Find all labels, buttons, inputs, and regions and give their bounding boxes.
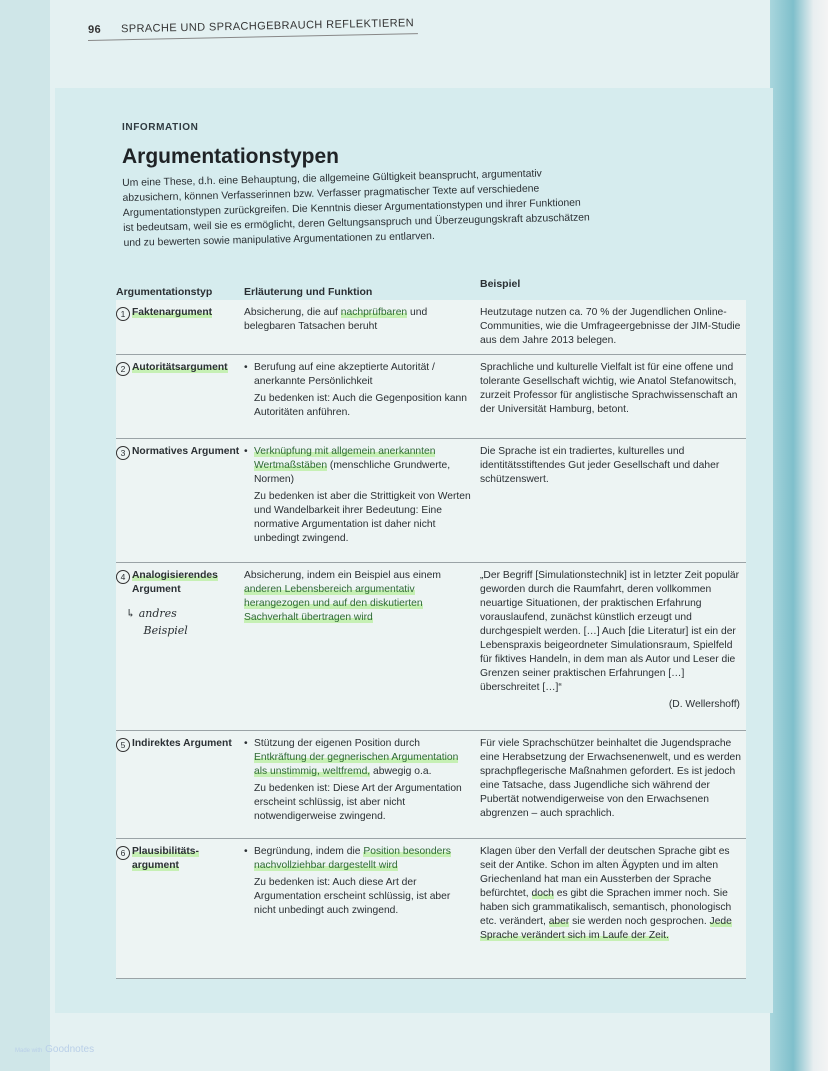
argument-type — [116, 845, 240, 873]
example-cell — [480, 569, 746, 724]
table-row — [116, 562, 746, 730]
type-cell — [116, 737, 244, 832]
argument-type — [116, 737, 240, 752]
header-explanation: Erläuterung und Funktion — [244, 286, 373, 298]
text-segment: „Der Begriff [Simulationstechnik] ist in letzter Zeit populär geworden durch die Raumfahrt, deren vollkommen neuartige Situationen, der praktischen Erfahrung vorauslaufend, zunächst künstlich erzeugt und durchgespielt werden. […] Auch [die Literatur] ist ein der Lebenspraxis beigeordneter Simulationsraum, Spielfeld für fiktives Handeln, in dem man als Autor und Leser die Grenzen seiner praktischen Erfahrungen […] überschreitet […]“ — [480, 570, 740, 693]
number-circle-icon: 3 — [116, 446, 130, 460]
argument-type — [116, 569, 240, 597]
text-segment: Heutzutage nutzen ca. 70 % der Jugendlichen Online-Communities, wie die Umfrageergebnisse der JIM-Studie aus dem Jahre 2013 belegen. — [480, 307, 741, 346]
explanation-text — [244, 445, 472, 487]
highlighted-text: Plausibilitäts-argument — [132, 846, 199, 871]
explanation-text — [244, 306, 472, 334]
text-segment: Für viele Sprachschützer beinhaltet die Jugendsprache eine Herabsetzung der Erwachsenenwelt, und es werden sprachpflegerische Maßnahmen gefordert. Es ist jedoch eine Tatsache, dass Jugendliche sich während der Pubertät notwendigerweise von den Erwachsenen abgrenzen – auch sprachlich. — [480, 738, 742, 819]
number-circle-icon: 5 — [116, 738, 130, 752]
highlighted-text: Entkräftung der gegnerischen Argumentation als unstimmig, weltfremd, — [254, 752, 459, 777]
table-row — [116, 730, 746, 838]
explanation-cell — [244, 737, 480, 832]
text-segment: Normatives Argument — [132, 446, 240, 457]
intro-text: Um eine These, d.h. eine Behauptung, die allgemeine Gültigkeit beansprucht, argumentativ abzusichern, können Verfasserinnen bzw. Verfasser pragmatischer Texte auf verschiedene Argumentationstypen zurückgreifen. Die Kenntnis dieser Argumentationstypen und ihrer Funktionen ist bedeutsam, weil sie es ermöglicht, deren Geltungsanspruch und Überzeugungskraft abzuschätzen und zu bewerten sowie manipulative Argumentationen zu entlarven. — [122, 168, 590, 249]
highlighted-text: aber — [548, 916, 570, 927]
highlighted-text: Analogisierendes — [132, 570, 218, 581]
argument-type — [116, 306, 240, 321]
argument-type — [116, 361, 240, 376]
table-row — [116, 354, 746, 438]
text-segment: Berufung auf eine akzeptierte Autorität / anerkannte Persönlichkeit — [254, 362, 435, 387]
header-type: Argumentationstyp — [116, 286, 213, 298]
consideration-text: Zu bedenken ist: Diese Art der Argumentation erscheint schlüssig, ist aber nicht notwendigerweise zwingend. — [254, 783, 462, 822]
type-cell — [116, 306, 244, 348]
example-cell — [480, 845, 746, 972]
example-cell — [480, 445, 746, 556]
example-cell — [480, 361, 746, 432]
text-segment: es gibt die Sprachen immer noch. Sie haben sich grammatikalisch, semantisch, phonologisch etc. verändert, — [480, 888, 732, 927]
highlighted-text: Autoritätsargument — [132, 362, 228, 373]
example-source: (D. Wellershoff) — [668, 699, 740, 710]
highlighted-text: doch — [531, 888, 554, 899]
watermark-prefix: Made with — [15, 1048, 43, 1054]
highlighted-text: nachprüfbaren — [340, 307, 408, 318]
text-segment: (menschliche Grundwerte, Normen) — [254, 460, 451, 485]
watermark-brand: Goodnotes — [45, 1044, 95, 1055]
explanation-cell — [244, 306, 480, 348]
example-cell — [480, 737, 746, 832]
explanation-text — [244, 361, 472, 389]
table-row — [116, 838, 746, 978]
argument-type-label — [132, 845, 240, 873]
text-segment: abwegig o.a. — [370, 766, 432, 777]
table-header — [116, 270, 746, 300]
text-segment: Die Sprache ist ein tradiertes, kulturelles und identitätsstiftendes Gut jeder Gesellschaft und daher schützenswert. — [480, 446, 720, 485]
number-circle-icon: 6 — [116, 846, 130, 860]
number-circle-icon: 2 — [116, 362, 130, 376]
page-edge — [770, 0, 828, 1071]
consideration-text: Zu bedenken ist aber die Strittigkeit von Werten und Wandelbarkeit ihrer Bedeutung: Eine normative Argumentation ist daher nicht unbedingt zwingend. — [254, 491, 471, 544]
example-text — [480, 845, 746, 943]
argument-type — [116, 445, 240, 460]
argument-types-table — [116, 270, 746, 979]
text-segment: Absicherung, indem ein Beispiel aus einem — [244, 570, 441, 581]
number-circle-icon: 4 — [116, 570, 130, 584]
highlighted-text: Faktenargument — [132, 307, 213, 318]
explanation-cell — [244, 845, 480, 972]
text-segment: Absicherung, die auf — [244, 307, 341, 318]
text-segment: Stützung der eigenen Position durch — [254, 738, 421, 749]
header-example: Beispiel — [480, 278, 521, 290]
table-row — [116, 300, 746, 354]
explanation-cell — [244, 569, 480, 724]
argument-type-label — [132, 569, 240, 597]
argument-type-label — [132, 737, 232, 752]
table-bottom-rule — [116, 978, 746, 979]
text-segment: Argument — [132, 584, 181, 595]
explanation-text — [244, 845, 472, 873]
table-row — [116, 438, 746, 562]
consideration-text: Zu bedenken ist: Auch diese Art der Argumentation erscheint schlüssig, ist aber nicht unbedingt auch zwingend. — [254, 877, 451, 916]
type-cell — [116, 845, 244, 972]
example-text — [480, 737, 746, 821]
example-text — [480, 306, 746, 348]
page-number: 96 — [87, 23, 102, 36]
argument-type-label — [132, 361, 228, 376]
type-cell — [116, 569, 244, 724]
handwritten-note: ↳ andres Beispiel — [126, 607, 188, 637]
info-label: INFORMATION — [122, 122, 199, 133]
text-segment: Klagen über den Verfall der deutschen Sprache gibt es seit der Antike. Schon im alten Ägypten und im alten Griechenland hat man ein Aussterben der Sprache befürchtet, — [480, 846, 730, 899]
table-body — [116, 300, 746, 978]
highlighted-text: Verknüpfung mit allgemein anerkannten Wertmaßstäben — [254, 446, 436, 471]
explanation-cell — [244, 361, 480, 432]
text-segment: Indirektes Argument — [132, 738, 232, 749]
example-text — [480, 361, 746, 417]
consideration-text: Zu bedenken ist: Auch die Gegenposition kann Autoritäten anführen. — [254, 393, 467, 418]
text-segment: Sprachliche und kulturelle Vielfalt ist für eine offene und tolerante Gesellschaft wichtig, wie Anatol Stefanowitsch, zurzeit Professor für anglistische Sprachwissenschaft an der Universität Hamburg, betont. — [480, 362, 738, 415]
number-circle-icon: 1 — [116, 307, 130, 321]
explanation-text — [244, 569, 472, 625]
explanation-text — [244, 737, 472, 779]
example-text — [480, 445, 746, 487]
argument-type-label — [132, 306, 212, 321]
text-segment: und belegbaren Tatsachen beruht — [244, 307, 428, 332]
text-segment: Begründung, indem die — [254, 846, 364, 857]
chapter-title: SPRACHE UND SPRACHGEBRAUCH REFLEKTIEREN — [120, 17, 415, 36]
type-cell — [116, 361, 244, 432]
highlighted-text: anderen Lebensbereich argumentativ herangezogen und auf den diskutierten Sachverhalt übertragen wird — [244, 584, 423, 623]
highlighted-text: Position besonders nachvollziehbar dargestellt wird — [254, 846, 451, 871]
type-cell — [116, 445, 244, 556]
section-title: Argumentationstypen — [122, 145, 340, 168]
example-text — [480, 569, 746, 695]
highlighted-text: Jede Sprache verändert sich im Laufe der Zeit. — [480, 916, 732, 941]
argument-type-label — [132, 445, 239, 460]
text-segment: sie werden noch gesprochen. — [569, 916, 710, 927]
goodnotes-watermark — [15, 1044, 94, 1055]
explanation-cell — [244, 445, 480, 556]
example-cell — [480, 306, 746, 348]
